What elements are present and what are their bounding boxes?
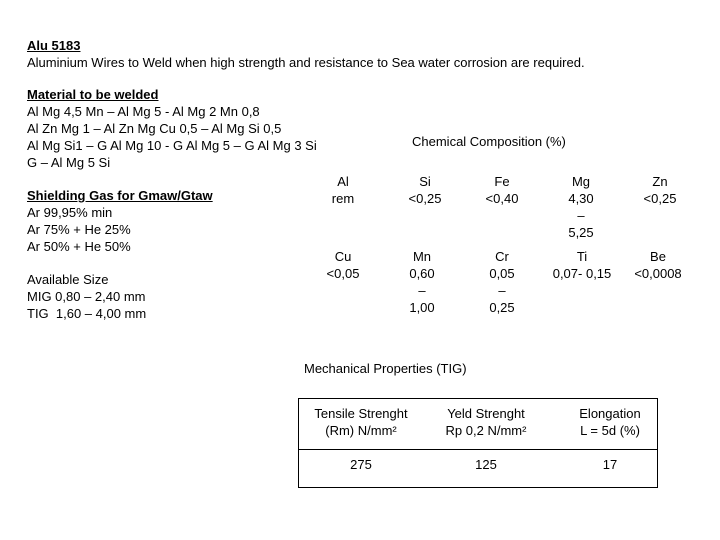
material-line: G – Al Mg 5 Si	[27, 155, 111, 170]
chem-cell-al	[308, 173, 378, 207]
element-symbol: Al	[337, 174, 349, 189]
size-line: MIG 0,80 – 2,40 mm	[27, 289, 146, 304]
element-value: 0,07- 0,15	[552, 266, 612, 281]
mech-header-elongation	[549, 405, 671, 439]
element-symbol: Ti	[576, 249, 588, 264]
material-line: Al Zn Mg 1 – Al Zn Mg Cu 0,5 – Al Mg Si 0,5	[27, 121, 282, 136]
table-divider	[299, 449, 657, 450]
header-line: L = 5d (%)	[580, 423, 640, 438]
page-title: Alu 5183	[27, 38, 81, 53]
element-value: 0,60	[409, 266, 435, 281]
mech-value-elongation: 17	[602, 457, 618, 472]
header-line: Elongation	[579, 406, 641, 421]
element-value: 4,30	[568, 191, 594, 206]
chem-cell-si	[390, 173, 460, 207]
shielding-line: Ar 75% + He 25%	[27, 222, 131, 237]
element-symbol: Cr	[495, 249, 509, 264]
element-value: –	[418, 283, 426, 298]
chem-cell-mn	[387, 248, 457, 316]
chemical-title: Chemical Composition (%)	[412, 134, 566, 149]
chem-cell-ti	[544, 248, 620, 282]
shielding-line: Ar 50% + He 50%	[27, 239, 131, 254]
mechanical-title: Mechanical Properties (TIG)	[304, 361, 467, 376]
element-symbol: Be	[650, 249, 666, 264]
size-line: TIG 1,60 – 4,00 mm	[27, 306, 147, 321]
chem-cell-cr	[467, 248, 537, 316]
element-symbol: Zn	[652, 174, 668, 189]
element-symbol: Si	[419, 174, 431, 189]
mech-value-yield: 125	[475, 457, 497, 472]
element-value: <0,0008	[634, 266, 682, 281]
element-symbol: Fe	[494, 174, 510, 189]
description: Aluminium Wires to Weld when high strength and resistance to Sea water corrosion are required.	[27, 55, 585, 70]
element-symbol: Mn	[412, 249, 432, 264]
mech-value-tensile: 275	[350, 457, 372, 472]
shielding-line: Ar 99,95% min	[27, 205, 113, 220]
sizes-heading: Available Size	[27, 272, 109, 287]
element-value: <0,05	[326, 266, 360, 281]
header-line: Tensile Strenght	[314, 406, 408, 421]
element-value: <0,25	[643, 191, 677, 206]
header-line: Yeld Strenght	[447, 406, 525, 421]
element-value: rem	[331, 191, 355, 206]
element-symbol: Cu	[334, 249, 352, 264]
element-symbol: Mg	[571, 174, 591, 189]
element-value: <0,40	[485, 191, 519, 206]
header-line: Rp 0,2 N/mm²	[445, 423, 527, 438]
element-value: –	[577, 208, 585, 223]
chem-cell-mg	[546, 173, 616, 241]
element-value: 0,25	[489, 300, 515, 315]
chem-cell-zn	[625, 173, 695, 207]
material-heading: Material to be welded	[27, 87, 159, 102]
mechanical-table	[298, 398, 658, 488]
element-value: 1,00	[409, 300, 435, 315]
chem-cell-be	[620, 248, 696, 282]
material-line: Al Mg 4,5 Mn – Al Mg 5 - Al Mg 2 Mn 0,8	[27, 104, 260, 119]
mech-header-yield	[423, 405, 549, 439]
shielding-heading: Shielding Gas for Gmaw/Gtaw	[27, 188, 213, 203]
material-line: Al Mg Si1 – G Al Mg 10 - G Al Mg 5 – G Al Mg 3 Si	[27, 138, 317, 153]
element-value: –	[498, 283, 506, 298]
mech-header-tensile	[299, 405, 423, 439]
element-value: 0,05	[489, 266, 515, 281]
header-line: (Rm) N/mm²	[325, 423, 397, 438]
element-value: <0,25	[408, 191, 442, 206]
chem-cell-cu	[308, 248, 378, 282]
element-value: 5,25	[568, 225, 594, 240]
chem-cell-fe	[467, 173, 537, 207]
